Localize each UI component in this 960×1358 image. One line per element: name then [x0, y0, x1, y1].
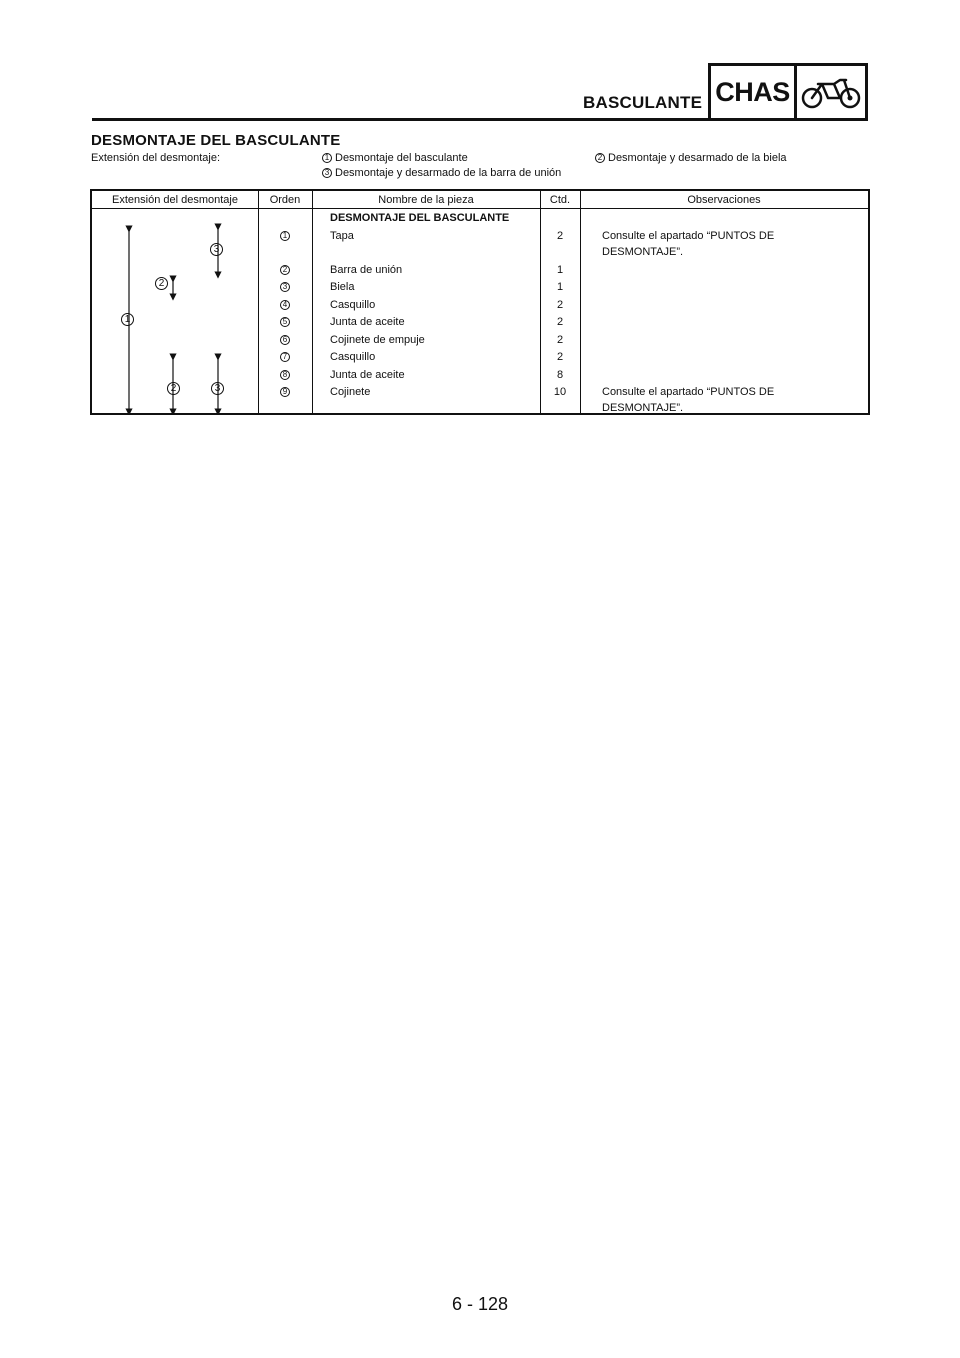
page-number: 6 - 128: [451, 1294, 509, 1314]
row-quantity: 2: [556, 316, 564, 328]
extent-marker: 3: [211, 382, 224, 395]
row-quantity: 8: [556, 369, 564, 381]
row-part-name: Junta de aceite: [330, 316, 405, 328]
scope-item: [595, 152, 787, 164]
header-rule: [92, 118, 708, 121]
header-extent: Extensión del desmontaje: [112, 194, 238, 206]
row-part-name: Cojinete: [330, 386, 371, 398]
section-title: DESMONTAJE DEL BASCULANTE: [91, 132, 341, 149]
scope-text: Desmontaje del basculante: [335, 152, 468, 164]
parts-table: [90, 189, 870, 415]
extent-marker: 1: [121, 313, 134, 326]
row-part-name: Barra de unión: [330, 264, 403, 276]
row-part-name: Tapa: [330, 230, 354, 242]
scope-label: Extensión del desmontaje:: [91, 152, 221, 164]
extent-marker: 2: [155, 277, 168, 290]
group-title: DESMONTAJE DEL BASCULANTE: [330, 212, 510, 224]
row-order: 7: [258, 352, 312, 362]
row-order: 2: [258, 265, 312, 275]
header-quantity: Ctd.: [549, 194, 571, 206]
row-part-name: Junta de aceite: [330, 369, 405, 381]
scope-number: 2: [595, 153, 605, 163]
row-quantity: 1: [556, 264, 564, 276]
row-order: 6: [258, 335, 312, 345]
row-notes: Consulte el apartado “PUNTOS DE DESMONTAJE”.: [602, 230, 775, 258]
row-part-name: Casquillo: [330, 351, 376, 363]
header-order: Orden: [269, 194, 301, 206]
scope-number: 1: [322, 153, 332, 163]
row-quantity: 1: [556, 281, 564, 293]
section-header-title: BASCULANTE: [583, 93, 703, 112]
extent-marker: 3: [210, 243, 223, 256]
row-notes: Consulte el apartado “PUNTOS DE DESMONTAJE”.: [602, 386, 775, 414]
row-order: 1: [258, 231, 312, 241]
row-part-name: Biela: [330, 281, 355, 293]
row-order: 4: [258, 300, 312, 310]
row-order: 5: [258, 317, 312, 327]
row-order: 3: [258, 282, 312, 292]
row-quantity: 2: [556, 299, 564, 311]
row-quantity: 10: [553, 386, 567, 398]
row-part-name: Cojinete de empuje: [330, 334, 425, 346]
header-part-name: Nombre de la pieza: [378, 194, 474, 206]
header-notes: Observaciones: [687, 194, 761, 206]
row-order: 9: [258, 387, 312, 397]
scope-number: 3: [322, 168, 332, 178]
chapter-badge-text: CHAS: [711, 66, 797, 118]
row-quantity: 2: [556, 230, 564, 242]
extent-marker: 2: [167, 382, 180, 395]
chapter-badge: [708, 63, 868, 121]
motorcycle-icon: [797, 66, 865, 118]
scope-item: [322, 167, 561, 179]
column-divider: [312, 191, 313, 413]
row-quantity: 2: [556, 334, 564, 346]
column-divider: [580, 191, 581, 413]
scope-item: [322, 152, 468, 164]
scope-text: Desmontaje y desarmado de la biela: [608, 152, 787, 164]
scope-text: Desmontaje y desarmado de la barra de unión: [335, 167, 562, 179]
row-part-name: Casquillo: [330, 299, 376, 311]
row-quantity: 2: [556, 351, 564, 363]
row-order: 8: [258, 370, 312, 380]
